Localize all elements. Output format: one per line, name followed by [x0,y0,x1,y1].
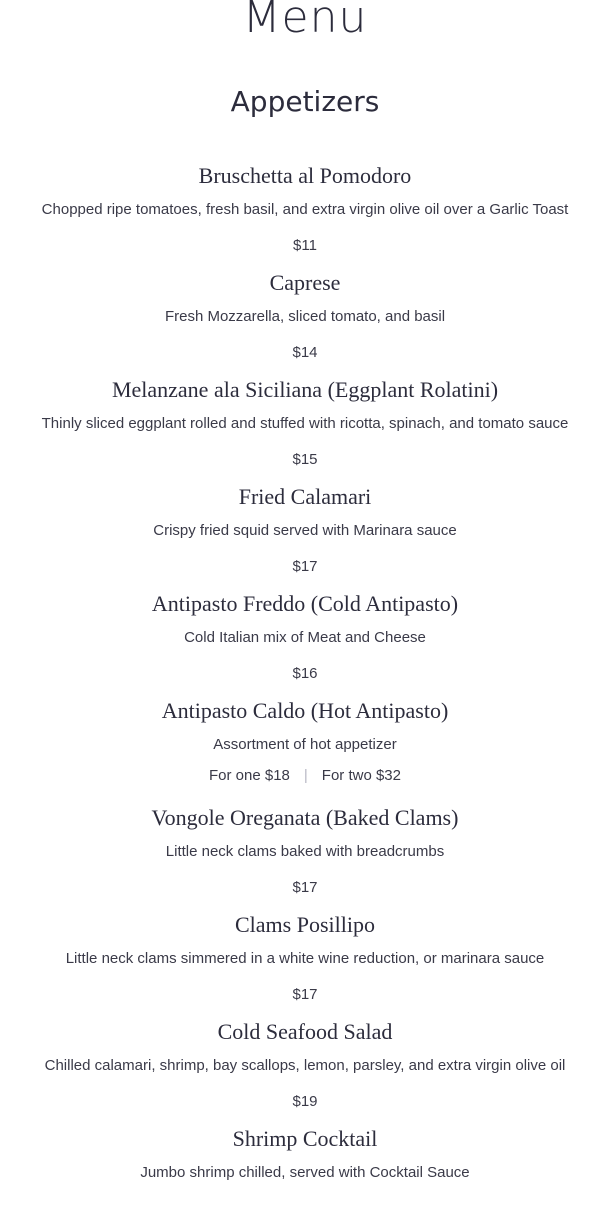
item-name: Antipasto Caldo (Hot Antipasto) [161,698,449,723]
menu-item [0,1122,610,1229]
section-title-appetizers: Appetizers [230,85,380,118]
item-name: Antipasto Freddo (Cold Antipasto) [151,591,459,616]
item-description: Jumbo shrimp chilled, served with Cocktail Sauce [140,1164,470,1181]
menu-item [0,801,610,908]
item-price: $19 [292,1093,318,1110]
menu-item [0,480,610,587]
menu-item [0,1015,610,1122]
item-description: Crispy fried squid served with Marinara sauce [153,522,457,539]
page-title: Menu [242,0,368,43]
item-name: Melanzane ala Siciliana (Eggplant Rolatini) [111,377,499,402]
item-description: Thinly sliced eggplant rolled and stuffed with ricotta, spinach, and tomato sauce [41,415,569,432]
price-for-one: For one $18 [208,767,290,784]
item-price: $15 [292,451,318,468]
menu-item [0,908,610,1015]
item-name: Fried Calamari [238,484,372,509]
item-description: Little neck clams baked with breadcrumbs [165,843,445,860]
item-name: Bruschetta al Pomodoro [198,163,412,188]
item-name: Caprese [269,270,341,295]
item-description: Assortment of hot appetizer [213,736,397,753]
price-for-two: For two $32 [321,767,401,784]
menu-item [0,373,610,480]
item-description: Fresh Mozzarella, sliced tomato, and basil [164,308,446,325]
item-name: Clams Posillipo [235,912,375,937]
item-name: Vongole Oreganata (Baked Clams) [151,805,459,830]
item-price: $17 [292,986,318,1003]
item-price: $17 [292,879,318,896]
menu-item [0,694,610,801]
item-price: $16 [292,665,318,682]
item-price-options [0,767,610,784]
menu-item [0,266,610,373]
item-description: Cold Italian mix of Meat and Cheese [184,629,426,646]
item-name: Cold Seafood Salad [217,1019,393,1044]
menu-item [0,587,610,694]
item-name: Shrimp Cocktail [232,1126,378,1151]
item-price: $14 [292,344,318,361]
price-separator: | [303,767,308,784]
item-description: Chilled calamari, shrimp, bay scallops, lemon, parsley, and extra virgin olive oil [44,1057,566,1074]
item-price: $11 [293,237,317,254]
item-description: Chopped ripe tomatoes, fresh basil, and extra virgin olive oil over a Garlic Toast [41,201,569,218]
item-description: Little neck clams simmered in a white wine reduction, or marinara sauce [65,950,545,967]
item-price: $17 [292,558,318,575]
menu-item [0,159,610,266]
menu-items-list [0,159,610,1229]
